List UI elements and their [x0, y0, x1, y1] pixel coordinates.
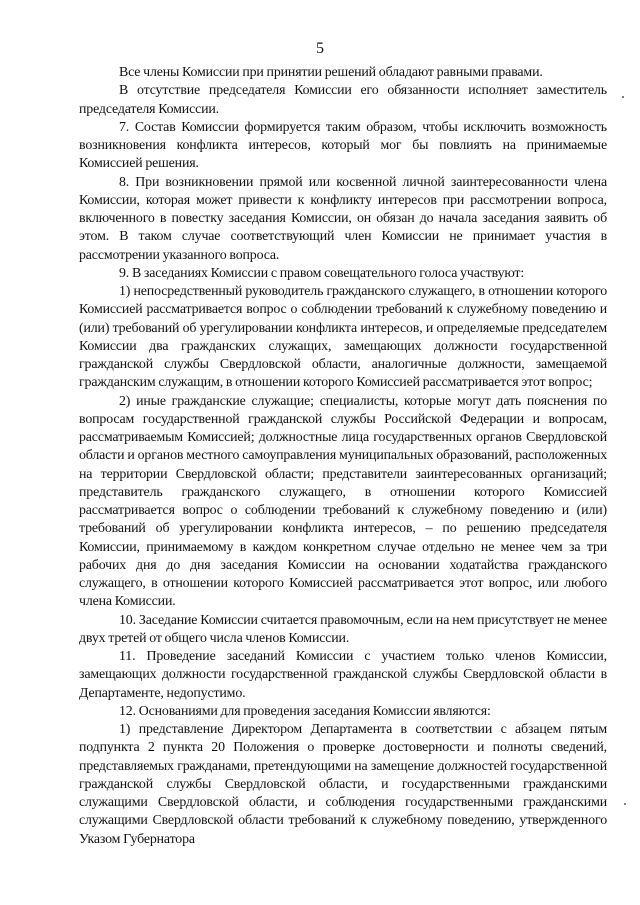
paragraph-item-8: 8. При возникновении прямой или косвенной личной заинтересованности члена Комиссии, которая может привести к конфликту интересов при рассмотрении вопроса, включенного в повестку заседания Комиссии, он обязан до начала заседания заявить об этом. В таком случае соответствующий член Комиссии не принимает участия в рассмотрении указанного вопроса.	[79, 174, 607, 263]
document-body	[79, 64, 607, 849]
paragraph-deputy-chair: В отсутствие председателя Комиссии его обязанности исполняет заместитель председателя Комиссии.	[79, 83, 607, 117]
paragraph-item-12-1: 1) представление Директором Департамента в соответствии с абзацем пятым подпункта 2 пункта 20 Положения о проверке достоверности и полноты сведений, представляемых гражданами, претендующими на замещение должностей государственной гражданской службы Свердловской области, и государственными гражданскими служащими Свердловской области, и соблюдения государственными гражданскими служащими Свердловской области требований к служебному поведению, утвержденного Указом Губернатора	[79, 722, 607, 847]
paragraph-item-9-2: 2) иные гражданские служащие; специалисты, которые могут дать пояснения по вопросам государственной гражданской службы Российской Федерации и вопросам, рассматриваемым Комиссией; должностные лица государственных органов Свердловской области и органов местного самоуправления муниципальных образований, расположенных на территории Свердловской области; представители заинтересованных организаций; представитель гражданского служащего, в отношении которого Комиссией рассматривается вопрос о соблюдении требований к служебному поведению и (или) требований об урегулировании конфликта интересов, – по решению председателя Комиссии, принимаемому в каждом конкретном случае отдельно не менее чем за три рабочих дня до дня заседания Комиссии на основании ходатайства гражданского служащего, в отношении которого Комиссией рассматривается этот вопрос, или любого члена Комиссии.	[79, 393, 607, 610]
paragraph-item-10: 10. Заседание Комиссии считается правомочным, если на нем присутствует не менее двух третей от общего числа членов Комиссии.	[79, 612, 607, 646]
paragraph-item-9-1: 1) непосредственный руководитель гражданского служащего, в отношении которого Комиссией рассматривается вопрос о соблюдении требований к служебному поведению и (или) требований об урегулировании конфликта интересов, и определяемые председателем Комиссии два гражданских служащих, замещающих должности государственной гражданской службы Свердловской области, аналогичные должности, замещаемой гражданским служащим, в отношении которого Комиссией рассматривается этот вопрос;	[79, 284, 607, 391]
page-number: 5	[316, 40, 324, 57]
scan-speck	[622, 96, 624, 98]
paragraph-item-11: 11. Проведение заседаний Комиссии с участием только членов Комиссии, замещающих должности государственной гражданской службы Свердловской области в Департаменте, недопустимо.	[79, 649, 607, 701]
scan-speck	[624, 803, 626, 805]
paragraph-item-12: 12. Основаниями для проведения заседания Комиссии являются:	[119, 703, 491, 719]
paragraph-item-7: 7. Состав Комиссии формируется таким образом, чтобы исключить возможность возникновения конфликта интересов, который мог бы повлиять на принимаемые Комиссией решения.	[79, 119, 607, 172]
paragraph-equal-rights: Все члены Комиссии при принятии решений обладают равными правами.	[119, 65, 543, 80]
paragraph-item-9: 9. В заседаниях Комиссии с правом совещательного голоса участвуют:	[119, 265, 525, 281]
